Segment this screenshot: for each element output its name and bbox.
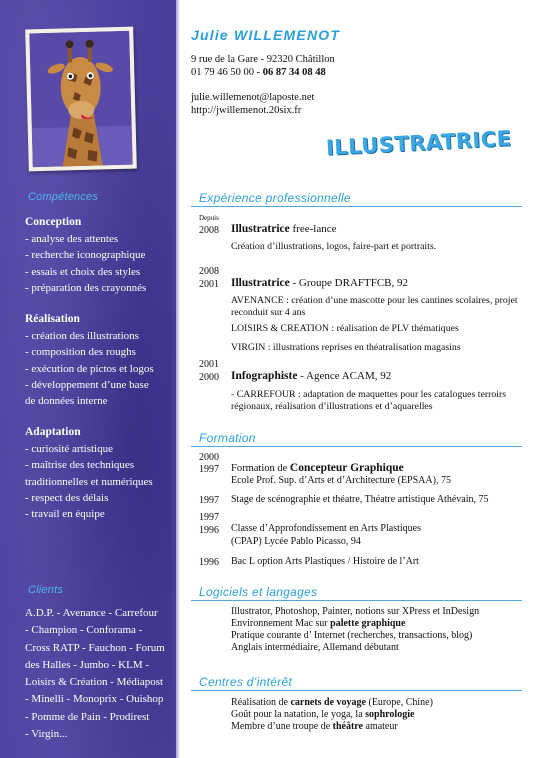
- clients-line: des Halles - Jumbo - KLM -: [25, 658, 150, 671]
- software-line: Pratique courante d’ Internet (recherches, transactions, blog): [231, 630, 473, 641]
- formation-title: Formation: [199, 431, 256, 445]
- section-divider: [191, 446, 522, 447]
- formation-degree: Concepteur Graphique: [289, 462, 404, 474]
- portrait-photo: [25, 27, 137, 172]
- skill-group-title: Réalisation: [25, 313, 80, 325]
- year: 1997: [199, 495, 219, 506]
- interest-emphasis: théâtre: [332, 721, 363, 732]
- since-label: Depuis: [199, 214, 219, 222]
- clients-line: Cross RATP - Fauchon - Forum: [25, 641, 165, 654]
- section-divider: [191, 600, 522, 601]
- clients-line: - Minelli - Monoprix - Ouishop: [25, 693, 164, 706]
- phone-line: [191, 66, 326, 80]
- sidebar: [0, 0, 176, 758]
- skill-group-conception: [25, 214, 175, 296]
- section-divider: [191, 690, 522, 691]
- formation-entry: Stage de scénographie et théatre, Théatre artistique Athévain, 75: [231, 494, 489, 505]
- interest-text: Goût pour la natation, le yoga, la: [231, 709, 366, 720]
- year: 1996: [199, 525, 219, 536]
- skill-item: - préparation des crayonnés: [25, 281, 147, 294]
- skill-item: - curiosité artistique: [25, 443, 113, 456]
- clients-line: A.D.P. - Avenance - Carrefour: [25, 607, 158, 619]
- skill-item: de données interne: [25, 395, 108, 408]
- skill-group-title: Adaptation: [25, 426, 81, 438]
- software-line: Anglais intermédiaire, Allemand débutant: [231, 642, 399, 653]
- year: 2000: [199, 372, 219, 383]
- interest-emphasis: sophrologie: [365, 709, 415, 720]
- year: 2000: [199, 452, 219, 463]
- skill-group-adaptation: [25, 424, 175, 522]
- person-name: Julie WILLEMENOT: [191, 27, 341, 43]
- year: 2001: [199, 279, 219, 290]
- skill-group-realisation: [25, 311, 175, 409]
- clients-title: Clients: [28, 584, 64, 596]
- job-company: - Agence ACAM, 92: [297, 370, 392, 382]
- year: 1996: [199, 557, 219, 568]
- year: 2008: [199, 225, 219, 236]
- clients-line: - Virgin...: [25, 728, 68, 741]
- interest-line: [231, 709, 414, 722]
- clients-line: - Pomme de Pain - Prodirest: [25, 710, 150, 723]
- phone: 01 79 46 50 00: [191, 67, 254, 78]
- skill-item: - développement d’une base: [25, 378, 149, 391]
- formation-school: (CPAP) Lycée Pablo Picasso, 94: [231, 536, 361, 547]
- mobile: 06 87 34 08 48: [262, 67, 326, 78]
- interest-emphasis: carnets de voyage: [290, 697, 366, 708]
- interest-text: Réalisation de: [231, 697, 291, 708]
- software-line: [231, 618, 405, 631]
- job-role: Illustratrice: [231, 277, 290, 289]
- clients-list: [25, 605, 177, 743]
- interest-line: [231, 697, 433, 710]
- skill-item: - création des illustrations: [25, 330, 139, 343]
- email-link[interactable]: julie.willemenot@laposte.net: [191, 92, 315, 103]
- job-company: free-lance: [289, 223, 337, 235]
- giraffe-illustration: [29, 31, 132, 168]
- phone-separator: -: [254, 67, 263, 78]
- skill-item: - exécution de pictos et logos: [25, 362, 154, 375]
- formation-entry: Classe d’Approfondissement en Arts Plastiques: [231, 523, 421, 534]
- formation-entry: [231, 462, 404, 476]
- job-detail: AVENANCE : création d’une mascotte pour les cantines scolaires, projet reconduit sur 4 ans: [231, 295, 518, 319]
- formation-school: Ecole Prof. Sup. d’Arts et d’Architecture (EPSAA), 75: [231, 475, 451, 486]
- experience-title: Expérience professionnelle: [199, 191, 351, 205]
- job-role: Illustratrice: [231, 223, 290, 235]
- skill-group-title: Conception: [25, 216, 82, 228]
- year: 2001: [199, 359, 219, 370]
- job-title: [231, 370, 391, 382]
- software-line: Illustrator, Photoshop, Painter, notions sur XPress et InDesign: [231, 606, 480, 617]
- section-divider: [191, 206, 522, 207]
- job-detail: - CARREFOUR : adaptation de maquettes pour les catalogues terroirs régionaux, réalisation d’illustrations et d’aquarelles: [231, 389, 507, 413]
- job-title: [231, 277, 408, 289]
- skills-title: Compétences: [28, 191, 99, 203]
- skill-item: - maîtrise des techniques: [25, 459, 135, 472]
- interest-text: Membre d’une troupe de: [231, 721, 333, 732]
- skill-item: - composition des roughs: [25, 346, 136, 359]
- address: 9 rue de la Gare - 92320 Châtillon: [191, 54, 335, 65]
- skill-item: - essais et choix des styles: [25, 265, 141, 278]
- interest-text: (Europe, Chine): [365, 697, 433, 708]
- job-detail: VIRGIN : illustrations reprises en théatralisation magasins: [231, 342, 461, 353]
- skill-item: - respect des délais: [25, 491, 109, 504]
- job-role: Infographiste: [231, 370, 298, 382]
- role-banner: ILLUSTRATRICE: [325, 126, 513, 160]
- clients-line: - Champion - Conforama -: [25, 624, 143, 637]
- interest-text: amateur: [363, 721, 398, 732]
- year: 2008: [199, 266, 219, 277]
- interests-title: Centres d’intérêt: [199, 675, 293, 689]
- software-text: Environnement Mac sur: [231, 618, 331, 629]
- year: 1997: [199, 512, 219, 523]
- formation-text: Formation de: [231, 463, 290, 474]
- interest-line: [231, 721, 398, 734]
- job-company: - Groupe DRAFTFCB, 92: [289, 277, 409, 289]
- website-link[interactable]: http://jwillemenot.20six.fr: [191, 105, 302, 116]
- job-title: [231, 223, 336, 235]
- clients-line: Loisirs & Création - Médiapost: [25, 676, 164, 689]
- skill-item: traditionnelles et numériques: [25, 475, 153, 488]
- year: 1997: [199, 464, 219, 475]
- skill-item: - analyse des attentes: [25, 233, 119, 246]
- software-emphasis: palette graphique: [330, 618, 406, 629]
- skill-item: - recherche iconographique: [25, 249, 146, 262]
- job-detail: LOISIRS & CREATION : réalisation de PLV thématiques: [231, 323, 459, 334]
- software-title: Logiciels et langages: [199, 585, 318, 599]
- job-detail: Création d’illustrations, logos, faire-part et portraits.: [231, 241, 437, 252]
- formation-entry: Bac L option Arts Plastiques / Histoire de l’Art: [231, 556, 419, 567]
- skill-item: - travail en équipe: [25, 508, 105, 521]
